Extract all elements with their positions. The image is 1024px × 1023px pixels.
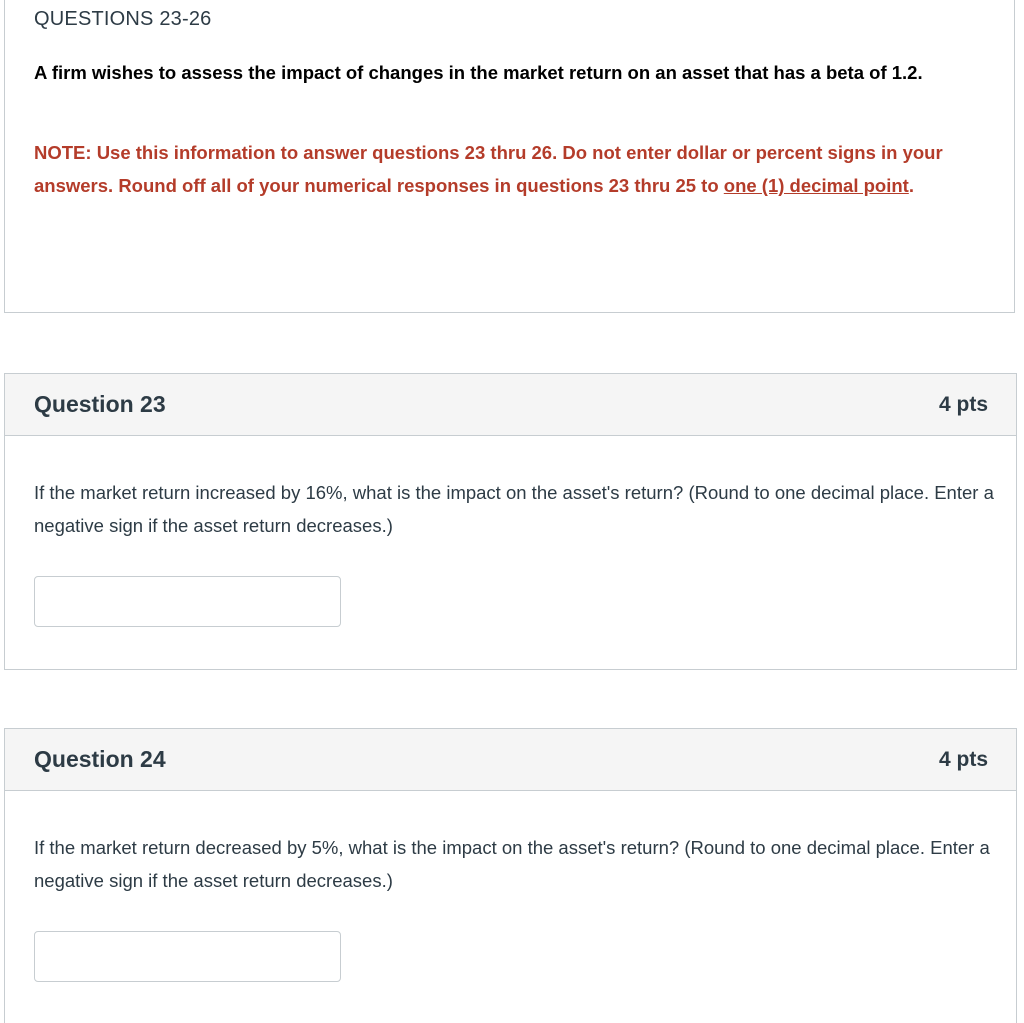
answer-input[interactable] [34,931,341,982]
info-note [34,136,984,202]
question-title: Question 23 [34,391,166,417]
answer-input[interactable] [34,576,341,627]
question-points: 4 pts [938,393,988,416]
question-23-card [4,373,1017,670]
question-text: If the market return increased by 16%, what is the impact on the asset's return? (Round to one decimal place. Enter a negative sign if the asset return decreases.) [34,482,994,536]
info-title: QUESTIONS 23-26 [34,8,212,30]
question-title: Question 24 [34,746,166,772]
question-24-card [4,728,1017,1023]
note-text: NOTE: Use this information to answer questions 23 thru 26. Do not enter dollar or percent signs in your answers. Round off all of your numerical responses in questions 23 thru 25 to [34,142,943,196]
info-description: A firm wishes to assess the impact of changes in the market return on an asset that has a beta of 1.2. [34,62,923,83]
note-suffix: . [908,175,914,196]
note-underlined-text: one (1) decimal point [723,175,909,196]
question-header [5,729,1016,791]
question-text: If the market return decreased by 5%, what is the impact on the asset's return? (Round to one decimal place. Enter a negative sign if the asset return decreases.) [34,837,990,891]
question-points: 4 pts [938,748,988,771]
questions-info-card [4,0,1015,313]
question-header [5,374,1016,436]
